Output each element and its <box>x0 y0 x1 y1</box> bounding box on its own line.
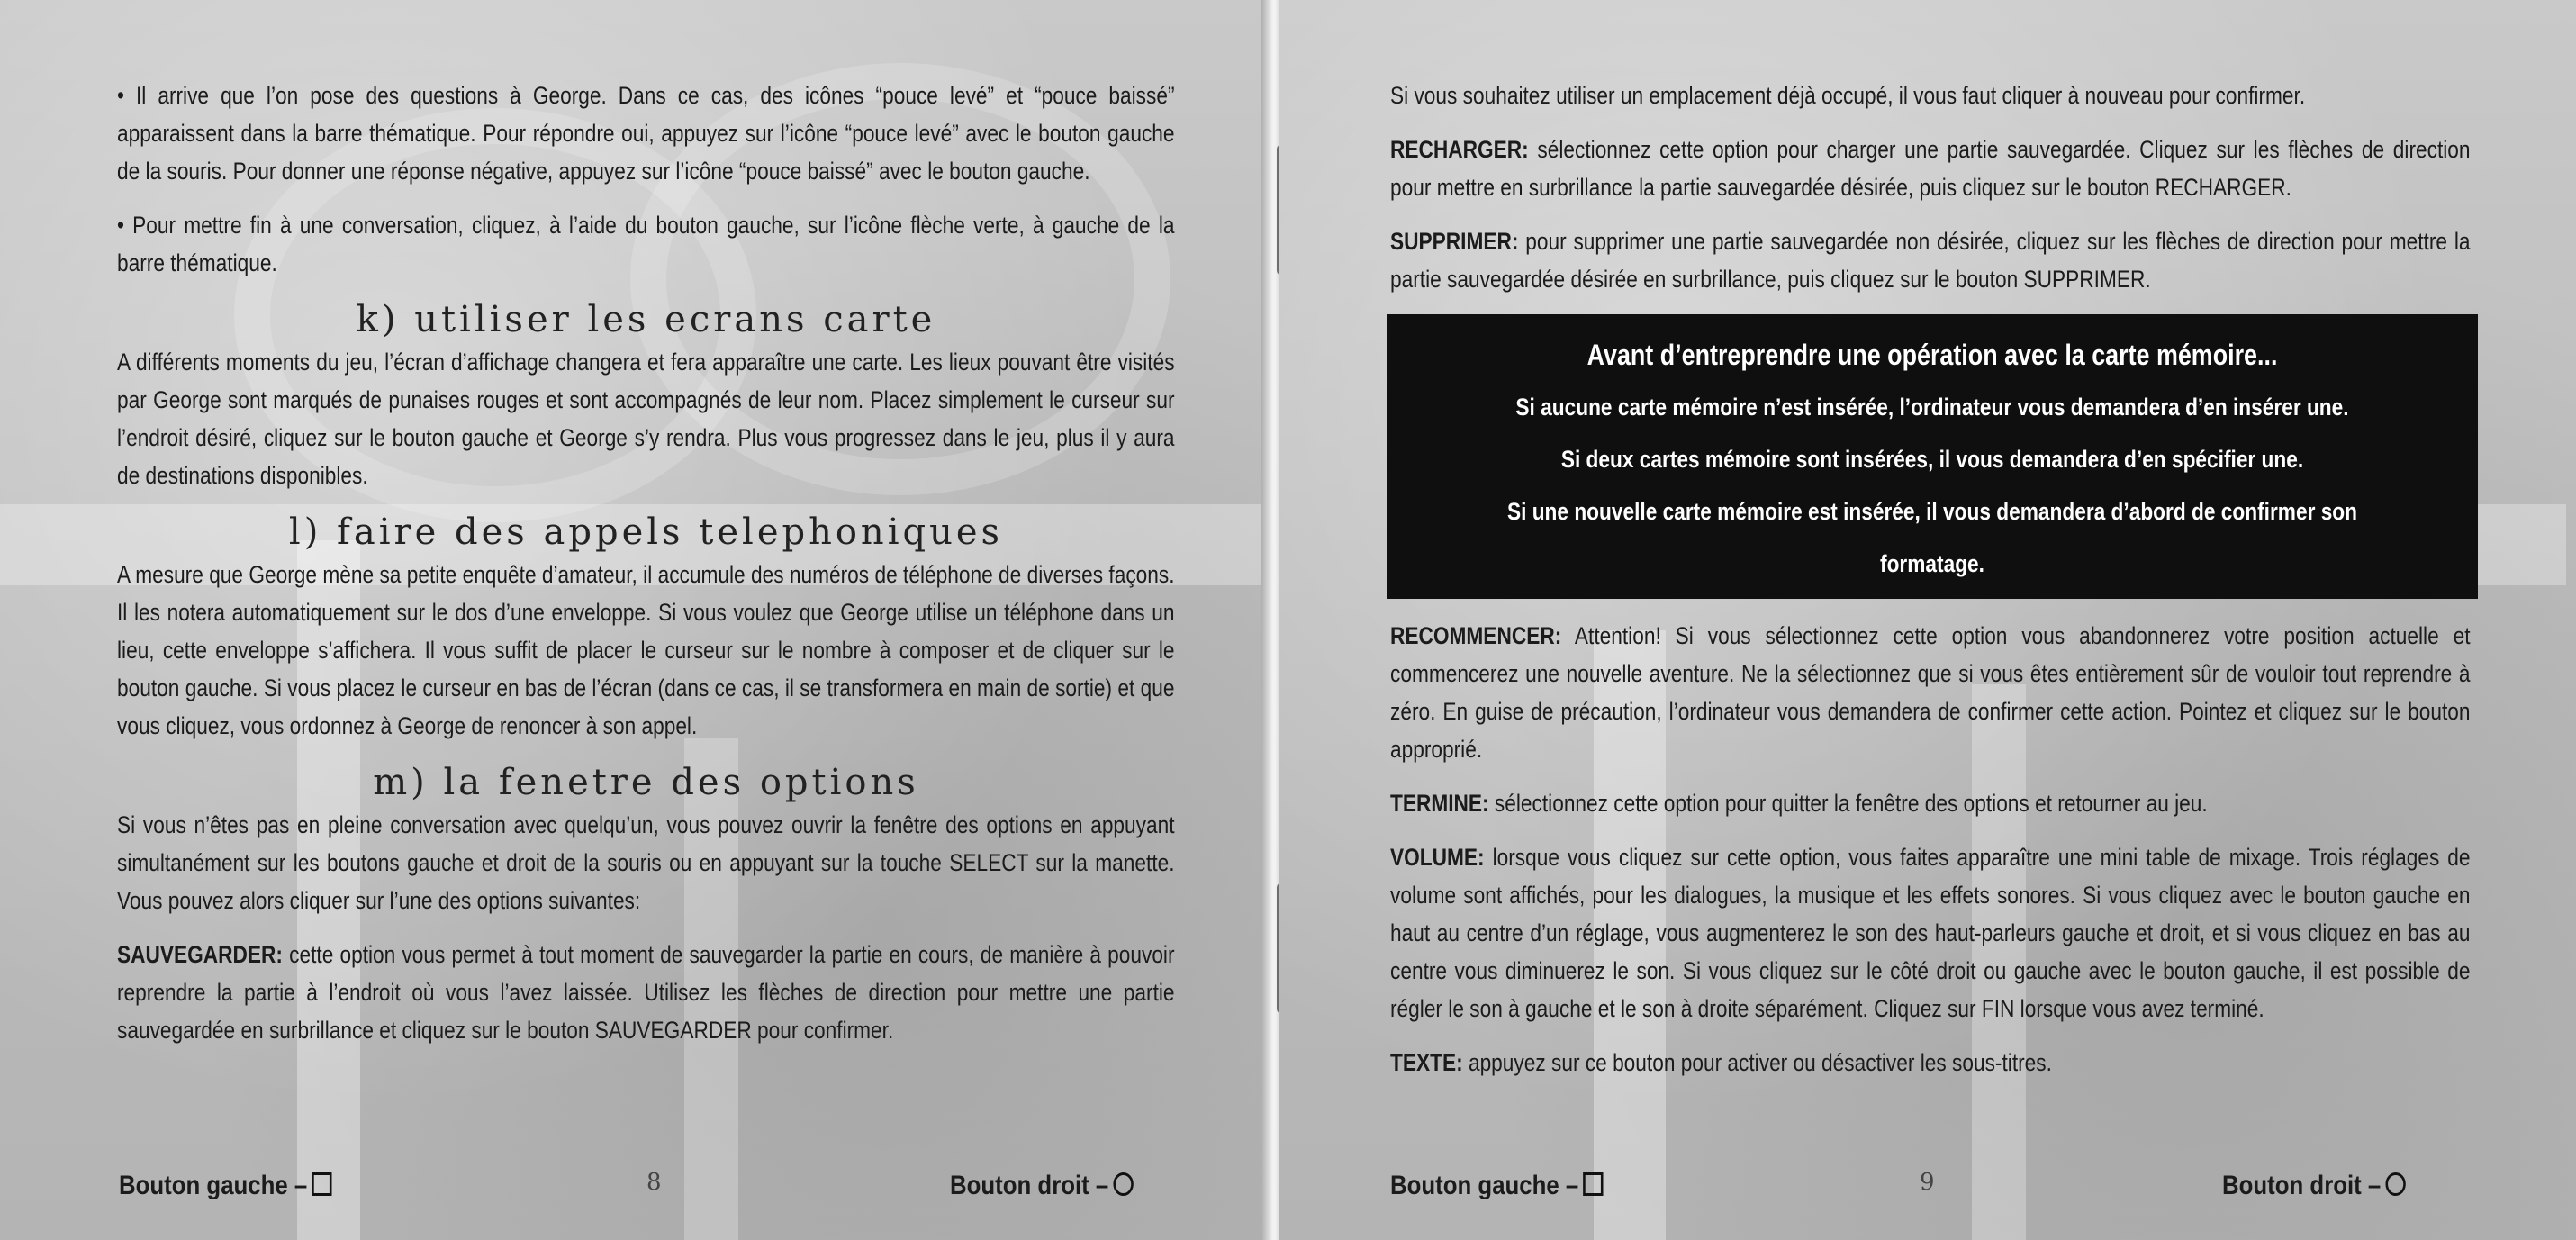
right-page <box>1279 0 2576 1240</box>
footer-label: Bouton droit – <box>950 1171 1109 1200</box>
option-label: SUPPRIMER: <box>1390 228 1519 255</box>
section-heading-options-window: m) la fenetre des options <box>373 762 919 803</box>
option-description: cette option vous permet à tout moment de sauvegarder la partie en cours, de manière à pouvoir reprendre la partie à l’endroit où vous l’avez laissée. Utilisez les flèches de direction pour mettre une partie sauvegardée en surbrillance et cliquez sur le bouton SAUVEGARDER pour confirmer. <box>117 941 1175 1044</box>
circle-button-icon <box>2385 1172 2405 1196</box>
square-button-icon <box>312 1172 331 1196</box>
option-description: Attention! Si vous sélectionnez cette option vous abandonnerez votre position actuelle et commencerez une nouvelle aventure. Ne la sélectionnez que si vous êtes entièrement sûr de vouloir tout reprendre à zéro. En guise de précaution, l’ordinateur vous demandera de confirmer cette action. Pointez et cliquez sur le bouton approprié. <box>1390 622 2471 763</box>
memory-card-notice-box <box>1387 314 2478 599</box>
page-number: 8 <box>646 1169 662 1196</box>
bullet-end-conversation-paragraph: • Pour mettre fin à une conversation, cliquez, à l’aide du bouton gauche, sur l’icône flèche verte, à gauche de la barre thématique. <box>117 212 1175 276</box>
option-label: VOLUME: <box>1390 844 1485 871</box>
notice-title: Avant d’entreprendre une opération avec la carte mémoire... <box>1586 339 2278 371</box>
option-supprimer <box>1390 222 2471 298</box>
footer-label: Bouton gauche – <box>119 1171 308 1200</box>
option-sauvegarder <box>117 936 1175 1049</box>
option-description: pour supprimer une partie sauvegardée non désirée, cliquez sur les flèches de direction pour mettre la partie sauvegardée désirée en surbrillance, puis cliquez sur le bouton SUPPRIMER. <box>1390 228 2471 293</box>
option-recharger <box>1390 131 2471 206</box>
option-label: RECOMMENCER: <box>1390 622 1562 649</box>
left-page <box>0 0 1270 1240</box>
notice-line: Si deux cartes mémoire sont insérées, il vous demandera d’en spécifier une. <box>1560 446 2304 473</box>
option-label: TEXTE: <box>1390 1049 1463 1076</box>
footer-label: Bouton droit – <box>2222 1171 2382 1200</box>
section-heading-map-screens: k) utiliser les ecrans carte <box>356 299 936 340</box>
option-volume <box>1390 838 2471 1027</box>
square-button-icon <box>1583 1172 1603 1196</box>
circle-button-icon <box>1113 1172 1133 1196</box>
notice-line: Si aucune carte mémoire n’est insérée, l’ordinateur vous demandera d’en insérer une. <box>1515 394 2349 421</box>
option-description: appuyez sur ce bouton pour activer ou désactiver les sous-titres. <box>1462 1049 2052 1076</box>
right-page-content <box>1390 77 2471 1098</box>
section-heading-phone-calls: l) faire des appels telephoniques <box>288 511 1004 553</box>
section-text-map-screens: A différents moments du jeu, l’écran d’affichage changera et fera apparaître une carte. Les lieux pouvant être visités par George sont marqués de punaises rouges et sont accompagnés de leur nom. Placez simplement le curseur sur l’endroit désiré, cliquez sur le bouton gauche et George s’y rendra. Plus vous progressez dans le jeu, plus il y aura de destinations disponibles. <box>117 348 1175 489</box>
option-description: lorsque vous cliquez sur cette option, vous faites apparaître une mini table de mixage. Trois réglages de volume sont affichés, pour les dialogues, la musique et les effets sonores. Si vous cliquez avec le bouton gauche en haut au centre d’un réglage, vous augmenterez le son des haut-parleurs gauche et droit, et si vous cliquez en bas au centre vous diminuerez le son. Si vous cliquez sur le côté droit ou gauche avec le bouton gauche, il est possible de régler le son à gauche et le son à droite séparément. Cliquez sur FIN lorsque vous avez terminé. <box>1390 844 2471 1022</box>
section-text-phone-calls: A mesure que George mène sa petite enquête d’amateur, il accumule des numéros de téléphone de diverses façons. Il les notera automatiquement sur le dos d’une enveloppe. Si vous voulez que George utilise un téléphone dans un lieu, cette enveloppe s’affichera. Il vous suffit de placer le curseur sur le nombre à composer et de cliquer sur le bouton gauche. Si vous placez le curseur en bas de l’écran (dans ce cas, il se transformera en main de sortie) et que vous cliquez, vous ordonnez à George de renoncer à son appel. <box>117 561 1175 739</box>
option-description: sélectionnez cette option pour quitter la fenêtre des options et retourner au jeu. <box>1488 790 2208 817</box>
option-recommencer <box>1390 617 2471 768</box>
left-page-content <box>117 77 1175 1065</box>
option-label: TERMINE: <box>1390 790 1489 817</box>
intro-paragraph: Si vous souhaitez utiliser un emplacement déjà occupé, il vous faut cliquer à nouveau pour confirmer. <box>1390 82 2306 109</box>
bullet-thumbs-paragraph: • Il arrive que l’on pose des questions à George. Dans ce cas, des icônes “pouce levé” et “pouce baissé” apparaissent dans la barre thématique. Pour répondre oui, appuyez sur l’icône “pouce levé” avec le bouton gauche de la souris. Pour donner une réponse négative, appuyez sur l’icône “pouce baissé” avec le bouton gauche. <box>117 82 1175 185</box>
page-number: 9 <box>1920 1169 1935 1196</box>
section-text-options-window: Si vous n’êtes pas en pleine conversation avec quelqu’un, vous pouvez ouvrir la fenêtre des options en appuyant simultanément sur les boutons gauche et droit de la souris ou en appuyant sur la touche SELECT sur la manette. Vous pouvez alors cliquer sur l’une des options suivantes: <box>117 811 1175 914</box>
option-label: RECHARGER: <box>1390 136 1529 163</box>
option-description: sélectionnez cette option pour charger une partie sauvegardée. Cliquez sur les flèches de direction pour mettre en surbrillance la partie sauvegardée désirée, puis cliquez sur le bouton RECHARGER. <box>1390 136 2471 201</box>
footer-label: Bouton gauche – <box>1390 1171 1579 1200</box>
option-termine <box>1390 784 2471 822</box>
footer-right-button <box>2222 1171 2406 1201</box>
notice-line: Si une nouvelle carte mémoire est insérée, il vous demandera d’abord de confirmer son formatage. <box>1506 498 2358 577</box>
option-texte <box>1390 1044 2471 1082</box>
footer-right-button <box>950 1171 1134 1201</box>
footer-left-button <box>1390 1171 1604 1201</box>
footer-left-button <box>119 1171 332 1201</box>
option-label: SAUVEGARDER: <box>117 941 283 968</box>
